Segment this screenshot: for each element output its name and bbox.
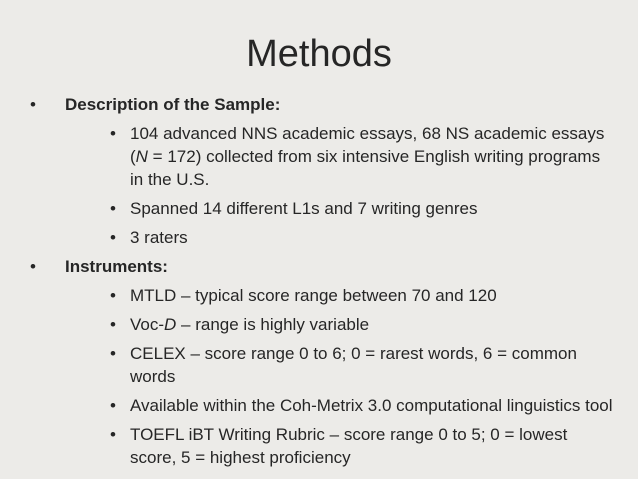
list-item [65,423,625,469]
section-label: Description of the Sample: [65,95,281,114]
item-text: MTLD – typical score range between 70 and 120 [130,286,497,305]
list-item [65,342,625,388]
list-item [65,122,625,191]
item-text: Available within the Coh-Metrix 3.0 computational linguistics tool [130,396,613,415]
item-text-italic: N [135,147,148,166]
item-text: 3 raters [130,228,188,247]
slide-title: Methods [246,33,392,75]
list-item [65,313,625,336]
bullet-icon: • [30,95,36,114]
bullet-icon: • [110,315,116,334]
list-item [65,197,625,220]
item-text: CELEX – score range 0 to 6; 0 = rarest words, 6 = common words [130,344,577,386]
bullet-icon: • [110,199,116,218]
bullet-icon: • [110,124,116,143]
bullet-icon: • [110,228,116,247]
item-text-italic: D [164,315,177,334]
item-text: = 172) collected from six intensive English writing programs in the U.S. [130,147,601,189]
bullet-icon: • [110,425,116,444]
bullet-icon: • [110,396,116,415]
item-text: 104 advanced NNS academic essays, 68 NS academic essays ( [130,124,605,166]
sub-list [65,284,625,469]
bullet-icon: • [30,257,36,276]
sub-list [65,122,625,249]
list-item [65,284,625,307]
section-instruments [25,255,625,469]
slide-content [25,93,625,475]
item-text: – range is highly variable [176,315,370,334]
bullet-icon: • [110,344,116,363]
bullet-icon: • [110,286,116,305]
list-item [65,394,625,417]
section-label: Instruments: [65,257,168,276]
item-text: Spanned 14 different L1s and 7 writing genres [130,199,478,218]
section-sample [25,93,625,249]
bullet-list [25,93,625,469]
item-text: TOEFL iBT Writing Rubric – score range 0 to 5; 0 = lowest score, 5 = highest proficiency [130,425,568,467]
item-text: Voc- [130,315,165,334]
list-item [65,226,625,249]
